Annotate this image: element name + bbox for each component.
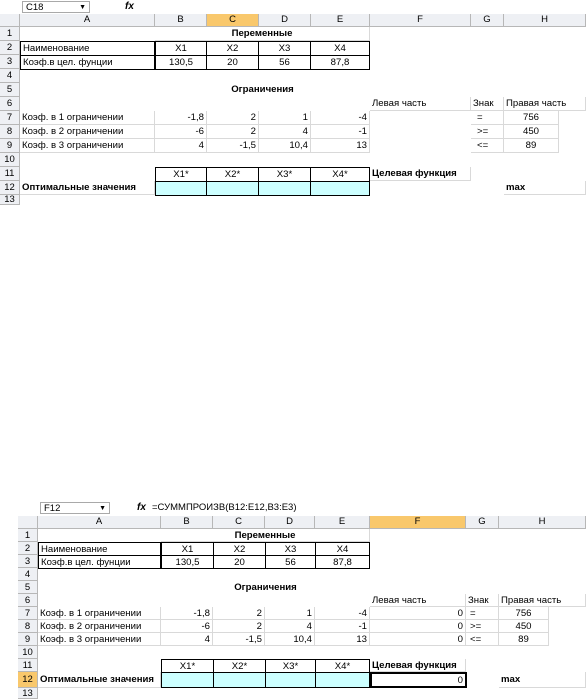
constraint-2-label[interactable]: Коэф. в 2 ограничении — [38, 620, 161, 633]
constraint-3-lhs[interactable]: 0 — [370, 633, 466, 646]
row-header-13[interactable]: 13 — [18, 688, 38, 699]
x3-star[interactable]: X3* — [258, 167, 311, 182]
constraint-2-x3[interactable]: 4 — [265, 620, 315, 633]
constraint-1-x3[interactable]: 1 — [265, 607, 315, 620]
row-header-3[interactable]: 3 — [18, 555, 38, 568]
constraint-3-label[interactable]: Коэф. в 3 ограничении — [20, 139, 155, 153]
constraint-1-x1[interactable]: -1,8 — [155, 111, 207, 125]
left-part-header[interactable]: Левая часть — [370, 97, 471, 111]
opt-x1[interactable] — [161, 672, 214, 688]
column-header-g[interactable]: G — [466, 516, 499, 529]
constraint-3-rhs[interactable]: 89 — [504, 139, 559, 153]
constraint-2-x2[interactable]: 2 — [213, 620, 265, 633]
opt-x4[interactable] — [310, 181, 370, 196]
x2-star[interactable]: X2* — [213, 659, 266, 673]
coef-label[interactable]: Коэф.в цел. фунции — [38, 555, 161, 569]
row-header-7[interactable]: 7 — [18, 607, 38, 620]
x2-star[interactable]: X2* — [206, 167, 259, 182]
optimal-label[interactable]: Оптимальные значения — [38, 672, 161, 688]
spreadsheet-1 — [0, 0, 586, 205]
row-header-1[interactable]: 1 — [0, 27, 20, 41]
opt-x3[interactable] — [258, 181, 311, 196]
coef-x3[interactable]: 56 — [265, 555, 316, 569]
spreadsheet-2 — [18, 501, 586, 699]
row-header-10[interactable]: 10 — [0, 153, 20, 167]
coef-x2[interactable]: 20 — [206, 55, 259, 70]
opt-x3[interactable] — [265, 672, 316, 688]
row-header-8[interactable]: 8 — [0, 125, 20, 139]
column-header-f[interactable]: F — [370, 516, 466, 529]
column-header-h[interactable]: H — [504, 14, 586, 27]
max-label[interactable]: max — [504, 181, 586, 195]
column-header-c[interactable]: C — [207, 14, 259, 27]
constraint-2-rhs[interactable]: 450 — [504, 125, 559, 139]
constraint-1-x1[interactable]: -1,8 — [161, 607, 213, 620]
row-header-1[interactable]: 1 — [18, 529, 38, 542]
constraints-title[interactable]: Ограничения — [234, 582, 297, 593]
column-header-d[interactable]: D — [265, 516, 315, 529]
constraint-2-x4[interactable]: -1 — [315, 620, 370, 633]
x3-name[interactable]: X3 — [265, 542, 316, 556]
row-header-5[interactable]: 5 — [18, 581, 38, 594]
constraint-2-rhs[interactable]: 450 — [499, 620, 549, 633]
row-header-5[interactable]: 5 — [0, 83, 20, 97]
max-label[interactable]: max — [499, 672, 586, 688]
formula-bar — [0, 0, 586, 15]
row-header-13[interactable]: 13 — [0, 195, 20, 205]
chevron-down-icon[interactable]: ▼ — [79, 4, 86, 11]
constraint-1-sign[interactable]: = — [466, 607, 499, 620]
coef-x2[interactable]: 20 — [213, 555, 266, 569]
objective-label[interactable]: Целевая функция — [370, 659, 466, 672]
row-header-6[interactable]: 6 — [0, 97, 20, 111]
column-header-g[interactable]: G — [471, 14, 504, 27]
constraint-3-x3[interactable]: 10,4 — [259, 139, 311, 153]
constraint-3-label[interactable]: Коэф. в 3 ограничении — [38, 633, 161, 646]
row-header-6[interactable]: 6 — [18, 594, 38, 607]
opt-x2[interactable] — [206, 181, 259, 196]
constraint-2-lhs[interactable]: 0 — [370, 620, 466, 633]
opt-x1[interactable] — [155, 181, 207, 196]
row-header-2[interactable]: 2 — [0, 41, 20, 55]
sign-header[interactable]: Знак — [471, 97, 504, 111]
name-label[interactable]: Наименование — [20, 41, 155, 56]
x3-star[interactable]: X3* — [265, 659, 316, 673]
left-part-header[interactable]: Левая часть — [370, 594, 466, 607]
constraint-3-x3[interactable]: 10,4 — [265, 633, 315, 646]
column-header-h[interactable]: H — [499, 516, 586, 529]
column-header-a[interactable]: A — [38, 516, 161, 529]
constraint-2-x2[interactable]: 2 — [207, 125, 259, 139]
select-all-corner[interactable] — [18, 516, 38, 529]
row-header-12[interactable]: 12 — [18, 672, 38, 688]
formula-bar — [18, 501, 586, 517]
constraint-1-label[interactable]: Коэф. в 1 ограничении — [38, 607, 161, 620]
opt-x4[interactable] — [315, 672, 370, 688]
row-header-4[interactable]: 4 — [18, 568, 38, 581]
x4-name[interactable]: X4 — [315, 542, 370, 556]
row-header-9[interactable]: 9 — [0, 139, 20, 153]
x1-name[interactable]: X1 — [155, 41, 207, 56]
column-header-d[interactable]: D — [259, 14, 311, 27]
x2-name[interactable]: X2 — [206, 41, 259, 56]
row-header-8[interactable]: 8 — [18, 620, 38, 633]
right-part-header[interactable]: Правая часть — [504, 97, 586, 111]
x1-star[interactable]: X1* — [155, 167, 207, 182]
opt-x2[interactable] — [213, 672, 266, 688]
constraint-1-x3[interactable]: 1 — [259, 111, 311, 125]
coef-x1[interactable]: 130,5 — [155, 55, 207, 70]
row-header-2[interactable]: 2 — [18, 542, 38, 555]
row-header-10[interactable]: 10 — [18, 646, 38, 659]
x1-name[interactable]: X1 — [161, 542, 214, 556]
row-header-7[interactable]: 7 — [0, 111, 20, 125]
coef-x3[interactable]: 56 — [258, 55, 311, 70]
row-header-12[interactable]: 12 — [0, 181, 20, 195]
select-all-corner[interactable] — [0, 14, 20, 27]
row-header-3[interactable]: 3 — [0, 55, 20, 69]
name-box-value: F12 — [44, 503, 61, 514]
x2-name[interactable]: X2 — [213, 542, 266, 556]
column-header-b[interactable]: B — [161, 516, 213, 529]
column-header-c[interactable]: C — [213, 516, 265, 529]
constraint-1-x4[interactable]: -4 — [315, 607, 370, 620]
constraint-2-sign[interactable]: >= — [466, 620, 499, 633]
x1-star[interactable]: X1* — [161, 659, 214, 673]
column-header-f[interactable]: F — [370, 14, 471, 27]
coef-x1[interactable]: 130,5 — [161, 555, 214, 569]
name-box[interactable] — [22, 1, 90, 13]
constraint-3-x1[interactable]: 4 — [155, 139, 207, 153]
optimal-label[interactable]: Оптимальные значения — [20, 181, 155, 195]
constraint-1-sign[interactable]: = — [471, 111, 504, 125]
constraint-1-x2[interactable]: 2 — [207, 111, 259, 125]
constraint-2-x1[interactable]: -6 — [161, 620, 213, 633]
chevron-down-icon[interactable]: ▼ — [99, 505, 106, 512]
x4-star[interactable]: X4* — [315, 659, 370, 673]
constraint-3-x4[interactable]: 13 — [311, 139, 370, 153]
x4-name[interactable]: X4 — [310, 41, 370, 56]
constraint-2-x3[interactable]: 4 — [259, 125, 311, 139]
constraint-2-sign[interactable]: >= — [471, 125, 504, 139]
constraint-3-x4[interactable]: 13 — [315, 633, 370, 646]
formula-input[interactable]: =СУММПРОИЗВ(B12:E12,B3:E3) — [152, 502, 297, 513]
constraint-1-label[interactable]: Коэф. в 1 ограничении — [20, 111, 155, 125]
column-header-b[interactable]: B — [155, 14, 207, 27]
row-header-9[interactable]: 9 — [18, 633, 38, 646]
constraint-3-x2[interactable]: -1,5 — [213, 633, 265, 646]
x3-name[interactable]: X3 — [258, 41, 311, 56]
constraint-3-rhs[interactable]: 89 — [499, 633, 549, 646]
constraint-3-x1[interactable]: 4 — [161, 633, 213, 646]
sign-header[interactable]: Знак — [466, 594, 499, 607]
constraint-3-x2[interactable]: -1,5 — [207, 139, 259, 153]
x4-star[interactable]: X4* — [310, 167, 370, 182]
coef-x4[interactable]: 87,8 — [315, 555, 370, 569]
row-header-4[interactable]: 4 — [0, 69, 20, 83]
constraint-1-rhs[interactable]: 756 — [499, 607, 549, 620]
variables-title[interactable]: Переменные — [161, 529, 370, 542]
constraint-2-x4[interactable]: -1 — [311, 125, 370, 139]
constraint-3-sign[interactable]: <= — [466, 633, 499, 646]
row-header-11[interactable]: 11 — [0, 167, 20, 181]
function-icon[interactable]: fx — [125, 1, 134, 12]
coef-label[interactable]: Коэф.в цел. фунции — [20, 55, 155, 70]
right-part-header[interactable]: Правая часть — [499, 594, 586, 607]
name-label[interactable]: Наименование — [38, 542, 161, 556]
constraints-title[interactable]: Ограничения — [231, 84, 294, 95]
constraint-1-x2[interactable]: 2 — [213, 607, 265, 620]
constraint-1-x4[interactable]: -4 — [311, 111, 370, 125]
name-box-value: C18 — [26, 2, 44, 13]
coef-x4[interactable]: 87,8 — [310, 55, 370, 70]
constraint-1-lhs[interactable]: 0 — [370, 607, 466, 620]
constraint-3-sign[interactable]: <= — [471, 139, 504, 153]
column-header-a[interactable]: A — [20, 14, 155, 27]
row-header-11[interactable]: 11 — [18, 659, 38, 672]
objective-value-cell[interactable]: 0 — [370, 672, 467, 688]
constraint-2-label[interactable]: Коэф. в 2 ограничении — [20, 125, 155, 139]
variables-title[interactable]: Переменные — [155, 27, 370, 41]
function-icon[interactable]: fx — [137, 502, 146, 513]
objective-label[interactable]: Целевая функция — [370, 167, 471, 181]
constraint-2-x1[interactable]: -6 — [155, 125, 207, 139]
column-header-e[interactable]: E — [315, 516, 370, 529]
name-box[interactable] — [40, 502, 110, 514]
constraint-1-rhs[interactable]: 756 — [504, 111, 559, 125]
column-header-e[interactable]: E — [311, 14, 370, 27]
